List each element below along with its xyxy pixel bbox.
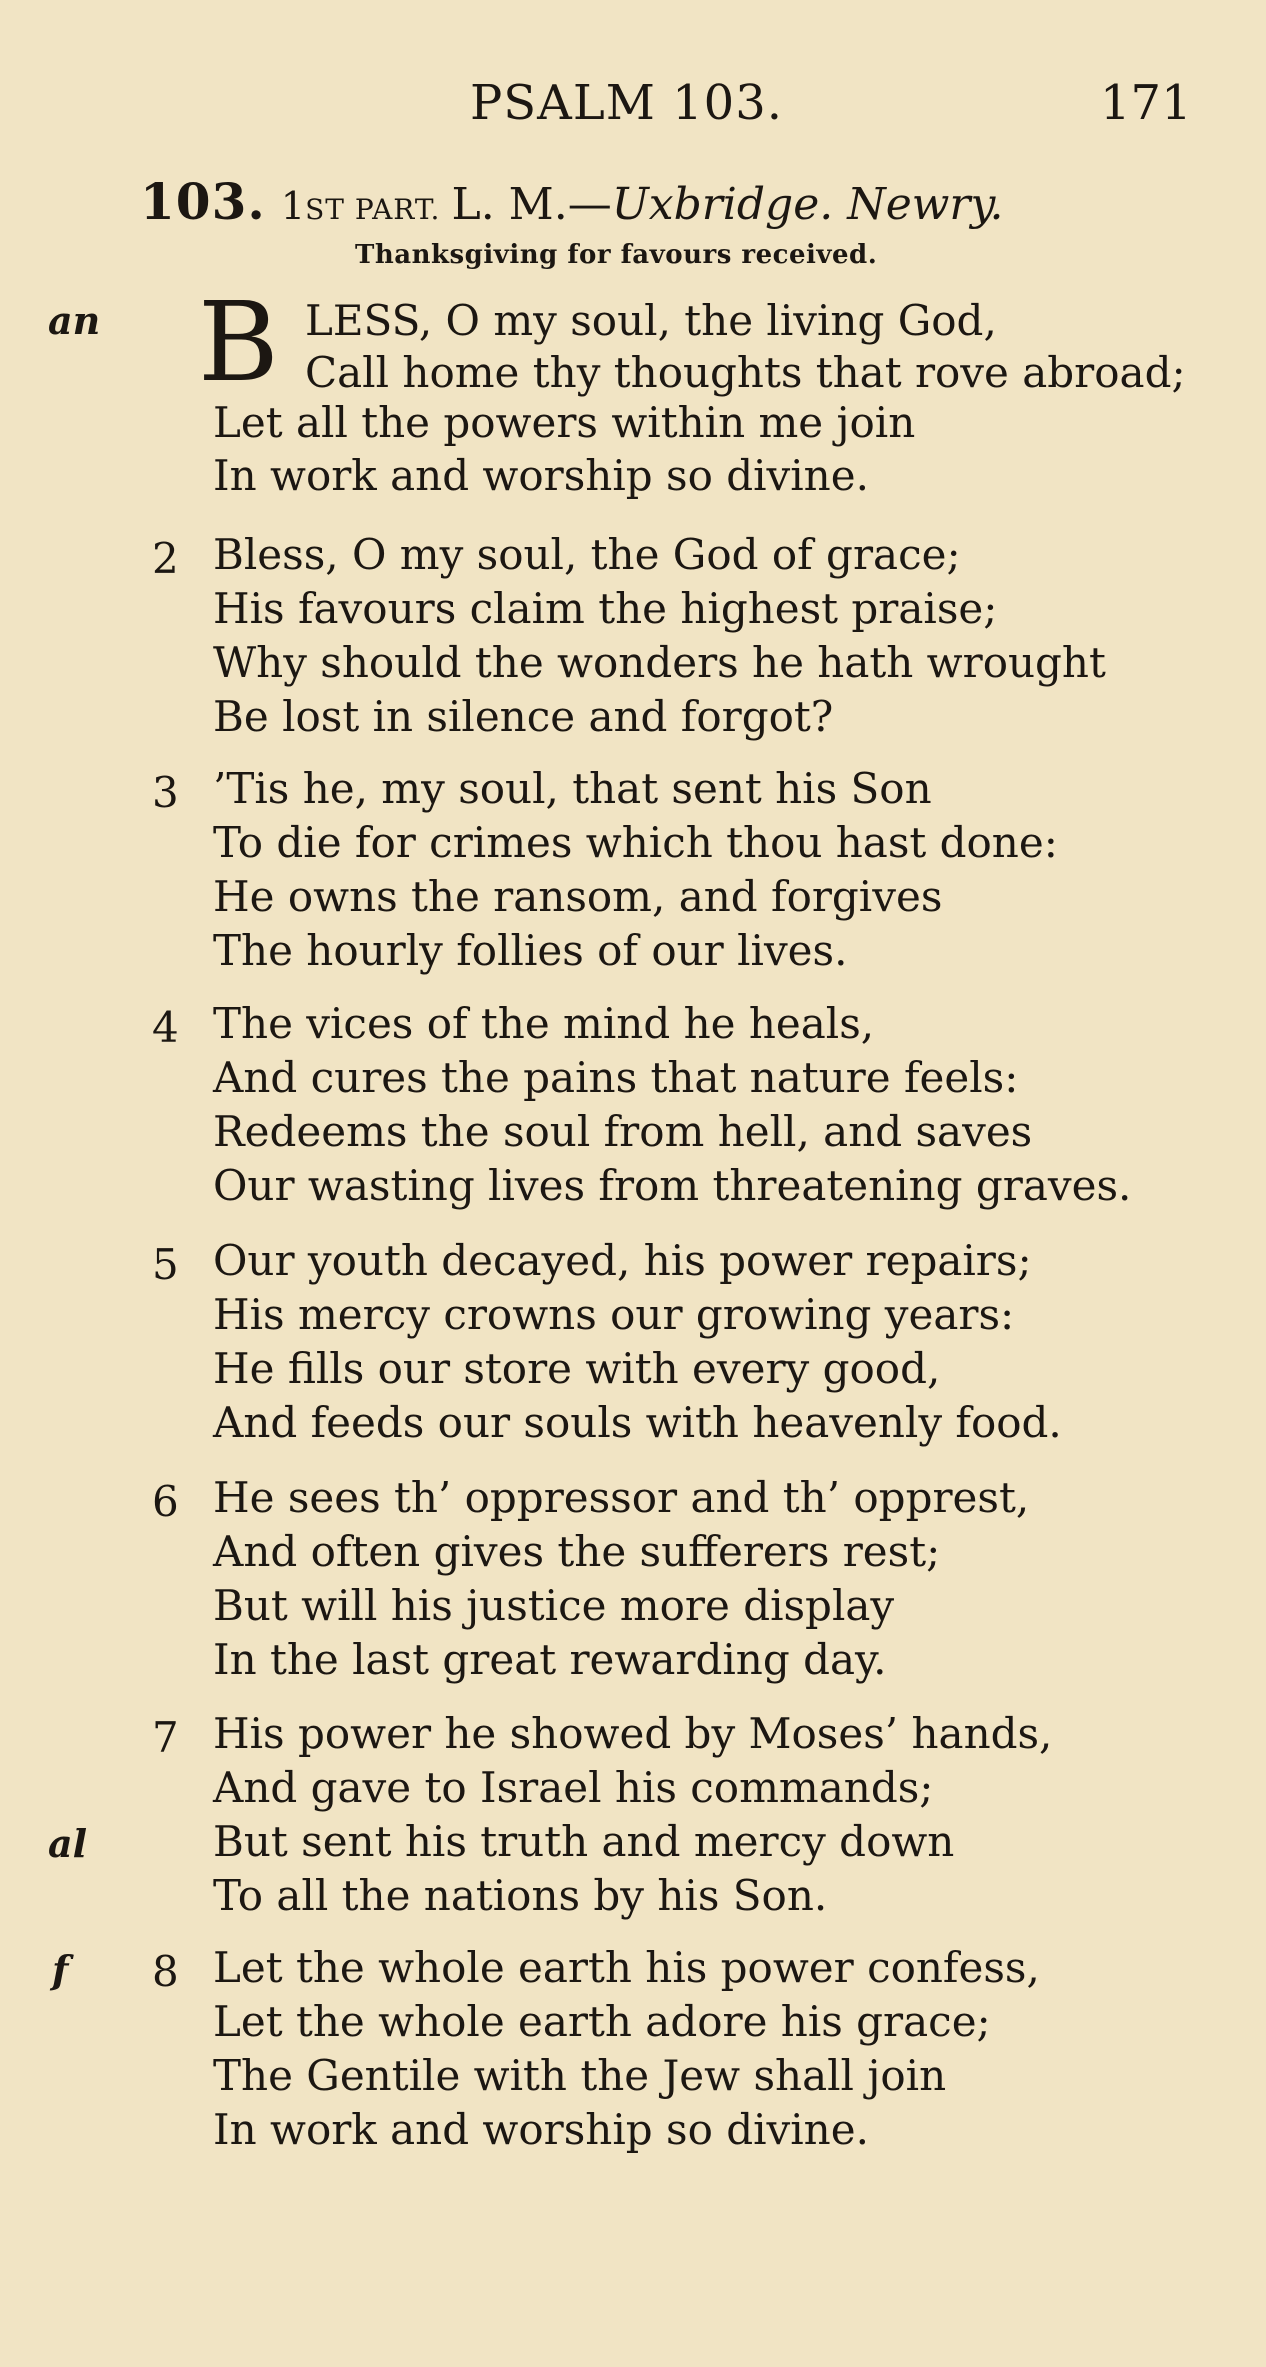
hymn-number: 103. [140,172,266,231]
stanza-line: The Gentile with the Jew shall join [213,2051,947,2100]
stanza-number: 7 [152,1713,179,1762]
stanza-number: 6 [152,1477,179,1526]
stanza-line: And often gives the sufferers rest; [213,1527,941,1576]
stanza-line: ’Tis he, my soul, that sent his Son [213,764,932,813]
dynamic-marking: an [48,298,101,343]
hymn-subtitle: Thanksgiving for favours received. [355,240,878,270]
stanza-line: And gave to Israel his commands; [213,1763,934,1812]
stanza-line: Call home thy thoughts that rove abroad; [305,348,1186,397]
hymn-part-number: 1 [280,184,306,228]
stanza-line: But will his justice more display [213,1581,895,1630]
stanza-number: 5 [152,1240,179,1289]
stanza-line: His favours claim the highest praise; [213,584,998,633]
stanza-line: And feeds our souls with heavenly food. [213,1398,1062,1447]
dynamic-marking: f [52,1947,69,1992]
stanza-line: In the last great rewarding day. [213,1635,887,1684]
hymn-heading [140,172,1003,231]
running-header-title: PSALM 103. [470,75,783,131]
hymn-part [281,184,441,228]
stanza-line: To all the nations by his Son. [213,1871,828,1920]
stanza-line: Be lost in silence and forgot? [213,692,834,741]
stanza-line: He sees th’ oppressor and th’ opprest, [213,1473,1030,1522]
hymn-tunes: Uxbridge. Newry. [611,179,1004,230]
stanza-line: He owns the ransom, and forgives [213,872,943,921]
stanza-line: Why should the wonders he hath wrought [213,638,1106,687]
stanza-line: To die for crimes which thou hast done: [213,818,1058,867]
page-number: 171 [1100,75,1192,131]
stanza-line: Let all the powers within me join [213,398,916,447]
stanza-line: LESS, O my soul, the living God, [305,296,997,345]
stanza-line: He fills our store with every good, [213,1344,941,1393]
stanza-number: 3 [152,768,179,817]
stanza-line: The vices of the mind he heals, [213,999,875,1048]
dynamic-marking: al [48,1821,88,1866]
drop-cap: B [198,278,279,406]
stanza-line: Bless, O my soul, the God of grace; [213,530,961,579]
stanza-number: 4 [152,1003,179,1052]
stanza-line: In work and worship so divine. [213,451,869,500]
hymn-part-suffix: ST PART. [305,193,441,226]
stanza-line: His mercy crowns our growing years: [213,1290,1015,1339]
stanza-line: But sent his truth and mercy down [213,1817,955,1866]
stanza-line: Let the whole earth adore his grace; [213,1997,991,2046]
stanza-line: Redeems the soul from hell, and saves [213,1107,1033,1156]
stanza-line: Our wasting lives from threatening graves. [213,1161,1132,1210]
stanza-number: 8 [152,1947,179,1996]
stanza-line: And cures the pains that nature feels: [213,1053,1019,1102]
stanza-line: The hourly follies of our lives. [213,926,848,975]
stanza-line: His power he showed by Moses’ hands, [213,1709,1053,1758]
stanza-line: In work and worship so divine. [213,2105,869,2154]
hymn-meter: L. M.— [451,179,612,230]
stanza-line: Our youth decayed, his power repairs; [213,1236,1032,1285]
stanza-number: 2 [152,534,179,583]
stanza-line: Let the whole earth his power confess, [213,1943,1040,1992]
